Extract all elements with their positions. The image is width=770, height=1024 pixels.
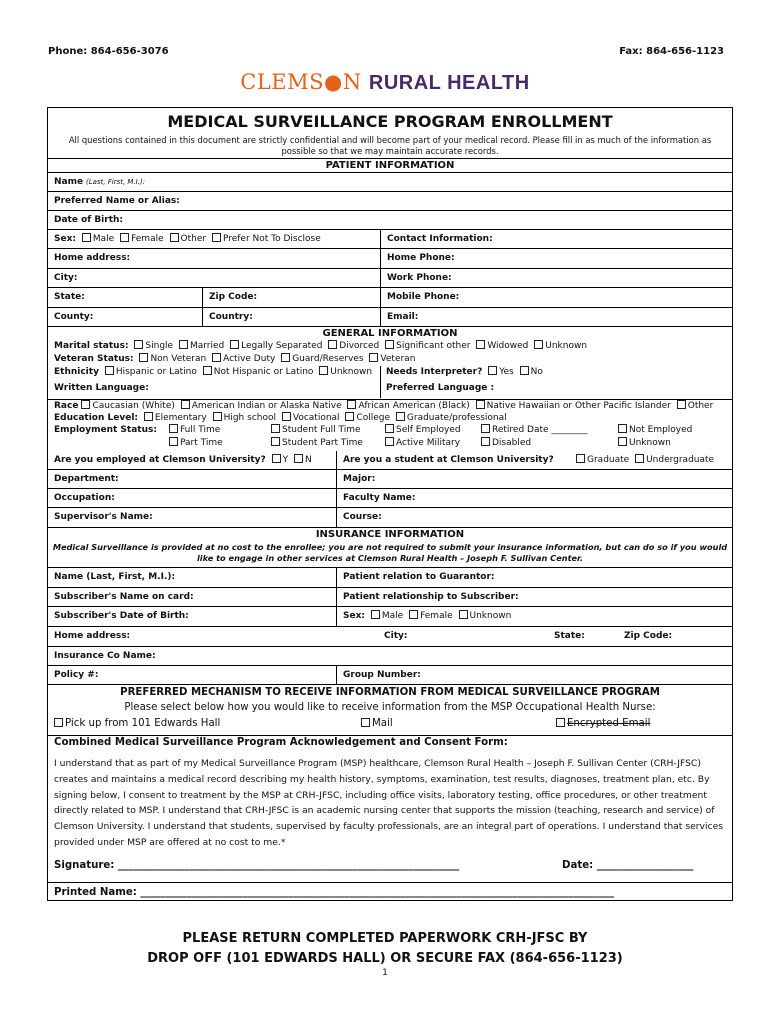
insurance-name-row xyxy=(48,567,732,587)
intro-text: All questions contained in this document are strictly confidential and will become part of your medical record. Please fill in as much of the information as possible so that we may maintain accurate records. xyxy=(68,135,712,156)
emp-student-parttime-checkbox[interactable] xyxy=(271,437,280,446)
email-checkbox[interactable] xyxy=(556,718,565,727)
race-caucasian-checkbox[interactable] xyxy=(81,400,90,409)
emp-parttime-checkbox[interactable] xyxy=(169,437,178,446)
preferred-name-row[interactable]: Preferred Name or Alias: xyxy=(48,191,732,210)
relation-guarantor-field[interactable]: Patient relation to Guarantor: xyxy=(336,568,732,587)
student-undergraduate-checkbox[interactable] xyxy=(635,454,644,463)
interpreter-yes-checkbox[interactable] xyxy=(488,366,497,375)
return-instructions-2: DROP OFF (101 EDWARDS HALL) OR SECURE FAX (864-656-1123) xyxy=(147,951,623,966)
marital-unknown-checkbox[interactable] xyxy=(534,340,543,349)
email-field[interactable]: Email: xyxy=(380,308,732,326)
home-phone-field[interactable]: Home Phone: xyxy=(380,249,732,268)
sex-other-checkbox[interactable] xyxy=(170,233,179,242)
mechanism-section: PREFERRED MECHANISM TO RECEIVE INFORMATION FROM MEDICAL SURVEILLANCE PROGRAM Please select below how you would like to receive information from the MSP Occupational Health Nurse: Pick up from 101 Edwards Hall Mail Encrypted Email xyxy=(48,684,732,736)
state-row xyxy=(48,287,732,307)
dob-row[interactable]: Date of Birth: xyxy=(48,210,732,229)
ins-city-field[interactable]: City: xyxy=(384,631,408,641)
edu-graduate-checkbox[interactable] xyxy=(396,412,405,421)
department-row xyxy=(48,469,732,488)
emp-retired-checkbox[interactable] xyxy=(481,424,490,433)
work-phone-field[interactable]: Work Phone: xyxy=(380,269,732,287)
ins-home-address-field[interactable]: Home address: xyxy=(54,631,131,641)
race-pacific-islander-checkbox[interactable] xyxy=(476,400,485,409)
clemson-emp-yes-checkbox[interactable] xyxy=(272,454,281,463)
sex-prefer-not-checkbox[interactable] xyxy=(212,233,221,242)
emp-student-fulltime-checkbox[interactable] xyxy=(271,424,280,433)
edu-vocational-checkbox[interactable] xyxy=(282,412,291,421)
occupation-row xyxy=(48,488,732,507)
marital-single-checkbox[interactable] xyxy=(134,340,143,349)
patient-info-heading: PATIENT INFORMATION xyxy=(48,158,732,173)
county-field[interactable]: County: xyxy=(54,312,94,322)
race-african-american-checkbox[interactable] xyxy=(347,400,356,409)
ins-co-row[interactable] xyxy=(48,646,732,665)
emp-fulltime-checkbox[interactable] xyxy=(169,424,178,433)
insurance-heading: INSURANCE INFORMATION xyxy=(48,527,732,542)
page-number: 1 xyxy=(382,968,388,978)
ins-zip-field[interactable]: Zip Code: xyxy=(624,631,673,641)
race-line: Race Caucasian (White) American Indian or Alaska Native African American (Black) Native Hawaiian or Other Pacific Islander Other xyxy=(48,399,732,412)
edu-college-checkbox[interactable] xyxy=(345,412,354,421)
ins-sex-female-checkbox[interactable] xyxy=(409,610,418,619)
date-line[interactable]: Date: ___________________ xyxy=(562,860,694,871)
emp-active-military-checkbox[interactable] xyxy=(385,437,394,446)
paw-icon: ● xyxy=(324,70,343,94)
form-title: MEDICAL SURVEILLANCE PROGRAM ENROLLMENT xyxy=(167,112,613,131)
city-field[interactable]: City: xyxy=(54,273,78,283)
edu-elementary-checkbox[interactable] xyxy=(144,412,153,421)
emp-unknown-checkbox[interactable] xyxy=(618,437,627,446)
ins-address-row xyxy=(48,626,732,646)
mobile-phone-field[interactable]: Mobile Phone: xyxy=(380,288,732,307)
veteran-guard-checkbox[interactable] xyxy=(281,353,290,362)
clemson-rural-health-logo: CLEMS●N RURAL HEALTH xyxy=(240,70,530,94)
marital-married-checkbox[interactable] xyxy=(179,340,188,349)
pickup-checkbox[interactable] xyxy=(54,718,63,727)
policy-row xyxy=(48,665,732,684)
veteran-veteran-checkbox[interactable] xyxy=(369,353,378,362)
employment-line-1: Employment Status: Full Time Student Full Time Self Employed Retired Date ________ Not Employed xyxy=(54,425,693,435)
preferred-language-field[interactable]: Preferred Language : xyxy=(386,383,495,393)
zip-field[interactable]: Zip Code: xyxy=(202,288,380,307)
contact-info-label: Contact Information: xyxy=(380,230,732,248)
return-instructions-1: PLEASE RETURN COMPLETED PAPERWORK CRH-JFSC BY xyxy=(182,931,588,946)
mail-checkbox[interactable] xyxy=(361,718,370,727)
supervisor-field[interactable]: Supervisor's Name: xyxy=(54,512,153,522)
language-row xyxy=(48,379,732,398)
marital-widowed-checkbox[interactable] xyxy=(476,340,485,349)
veteran-non-checkbox[interactable] xyxy=(139,353,148,362)
city-row xyxy=(48,268,732,287)
clemson-status-row: Are you employed at Clemson University? Y N Are you a student at Clemson University? Graduate Undergraduate xyxy=(48,451,732,469)
name-row: Name (Last, First, M.I.): xyxy=(48,172,732,191)
interpreter-no-checkbox[interactable] xyxy=(520,366,529,375)
ins-state-field[interactable]: State: xyxy=(554,631,585,641)
relation-subscriber-field[interactable]: Patient relationship to Subscriber: xyxy=(336,588,732,606)
policy-field[interactable]: Policy #: xyxy=(54,670,99,680)
veteran-status-line: Veteran Status: Non Veteran Active Duty Guard/Reserves Veteran xyxy=(54,354,416,364)
veteran-active-checkbox[interactable] xyxy=(212,353,221,362)
subscriber-name-row xyxy=(48,587,732,606)
ins-sex-unknown-checkbox[interactable] xyxy=(459,610,468,619)
marital-separated-checkbox[interactable] xyxy=(230,340,239,349)
printed-name-line[interactable]: Printed Name: _____________________________________________________________________________________________ xyxy=(54,887,615,898)
race-american-indian-checkbox[interactable] xyxy=(181,400,190,409)
enrollment-form: MEDICAL SURVEILLANCE PROGRAM ENROLLMENT All questions contained in this document are strictly confidential and will become part of your medical record. Please fill in as much of the information as possible so that we may maintain accurate records. PATIENT INFORMATION Name (Last, First, M.I.): Preferred Name or Alias: Date of Birth: Sex: Male Female Other Prefer Not To Disclose Contact Information: Home address: Home Phone: City: Work Phone: State: Zip Code: Mobile Phone: County: Country: Email: GENERAL INFORMATION Marital status: Single Married Legally Separated Divorced Significant other Widowed Unknown Veteran Status: Non Veteran Active Duty Guard/Reserves Veteran Ethnicity Hispanic or Latino Not Hispanic or Latino Unknown Needs Interpreter? Yes No Written Language: Preferred Language : Race Caucasian (White) American Indian or Alaska Native African American (Black) Native Hawaiian or Other Pacific Islander Other Education Level: Elementary High school Vocational College Graduate/professional Employment Status: Full Time Student Full Time Self Employed Retired Date ________ Not Employed Part Time Student Part Time Active Military Disabled Unknown Are you employed at Clemson University? Y N Are you a student at Clemson University? Graduate Undergraduate Department: Major: Occupation: Faculty Name: Supervisor's Name: Course: INSURANCE INFORMATION Medical Surveillance is provided at no cost to the enrollee; you are not required to submit your insurance information, but can do so if you would like to engage in other services at Clemson Rural Health – Joseph F. Sullivan Center. Name (Last, First, M.I.): Patient relation to Guarantor: Subscriber's Name on card: Patient relationship to Subscriber: Subscriber's Date of Birth: Sex: Male Female Unknown Home address: City: State: Zip Code: Insurance Co Name: Policy #: Group Number: PREFERRED MECHANISM TO RECEIVE INFORMATION FROM MEDICAL SURVEILLANCE PROGRAM Please select below how you would like to receive information from the MSP Occupational Health Nurse: Pick up from 101 Edwards Hall Mail Encrypted Email Combined Medical Surveillance Program Acknowledgement and Consent Form: I understand that as part of my Medical Surveillance Program (MSP) healthcare, Clemson Rural Health – Joseph F. Sullivan Center (CRH-JFSC) creates and maintains a medical record describing my health history, symptoms, examination, test results, diagnoses, treatment plan, etc. By signing below, I consent to treatment by the MSP at CRH-JFSC, including office visits, laboratory testing, office procedures, or other treatment directly related to MSP. I understand that CRH-JFSC is an academic nursing center that supports the mission (teaching, research and service) of Clemson University. I understand that students, supervised by faculty professionals, are an integral part of operations. I understand that services provided under MSP are offered at no cost to me.* Signature: ___________________________________________________________________ Date: ___________________ Printed Name: _____________________________________________________________________________________________ xyxy=(47,107,733,901)
signature-line[interactable]: Signature: ___________________________________________________________________ xyxy=(54,860,460,871)
sex-row: Sex: Male Female Other Prefer Not To Disclose Contact Information: xyxy=(48,229,732,248)
sex-female-checkbox[interactable] xyxy=(120,233,129,242)
county-row xyxy=(48,307,732,326)
group-number-field[interactable]: Group Number: xyxy=(336,666,732,684)
marital-divorced-checkbox[interactable] xyxy=(328,340,337,349)
home-address-row xyxy=(48,248,732,268)
ethnicity-not-hispanic-checkbox[interactable] xyxy=(203,366,212,375)
faculty-name-field[interactable]: Faculty Name: xyxy=(336,489,732,507)
mechanism-subheading: Please select below how you would like to receive information from the MSP Occupational Health Nurse: xyxy=(124,702,656,713)
supervisor-row xyxy=(48,507,732,527)
marital-significant-other-checkbox[interactable] xyxy=(385,340,394,349)
consent-heading: Combined Medical Surveillance Program Acknowledgement and Consent Form: xyxy=(54,737,508,748)
ethnicity-hispanic-checkbox[interactable] xyxy=(105,366,114,375)
course-field[interactable]: Course: xyxy=(336,508,732,527)
subscriber-name-field[interactable]: Subscriber's Name on card: xyxy=(54,592,194,602)
sex-male-checkbox[interactable] xyxy=(82,233,91,242)
insurance-co-field: Insurance Co Name: xyxy=(54,651,156,661)
ethnicity-line: Ethnicity Hispanic or Latino Not Hispanic or Latino Unknown xyxy=(54,367,373,377)
ins-sex-male-checkbox[interactable] xyxy=(371,610,380,619)
emp-disabled-checkbox[interactable] xyxy=(481,437,490,446)
written-language-field[interactable]: Written Language: xyxy=(54,383,149,393)
marital-status-line: Marital status: Single Married Legally Separated Divorced Significant other Widowed Unknown xyxy=(54,341,588,351)
country-field[interactable]: Country: xyxy=(202,308,380,326)
general-info-heading: GENERAL INFORMATION xyxy=(48,326,732,341)
home-address-field[interactable]: Home address: xyxy=(54,253,131,263)
major-field[interactable]: Major: xyxy=(336,470,732,488)
phone-number: Phone: 864-656-3076 xyxy=(48,46,169,57)
state-field[interactable]: State: xyxy=(54,292,85,302)
interpreter-line: Needs Interpreter? Yes No xyxy=(386,367,543,377)
emp-self-employed-checkbox[interactable] xyxy=(385,424,394,433)
ethnicity-unknown-checkbox[interactable] xyxy=(319,366,328,375)
education-line: Education Level: Elementary High school Vocational College Graduate/professional xyxy=(54,413,507,423)
mechanism-heading: PREFERRED MECHANISM TO RECEIVE INFORMATION FROM MEDICAL SURVEILLANCE PROGRAM xyxy=(120,687,660,698)
consent-text: I understand that as part of my Medical Surveillance Program (MSP) healthcare, Clemson Rural Health – Joseph F. Sullivan Center (CRH-JFSC) creates and maintains a medical record describing my health history, symptoms, examination, test results, diagnoses, treatment plan, etc. By signing below, I consent to treatment by the MSP at CRH-JFSC, including office visits, laboratory testing, office procedures, or other treatment directly related to MSP. I understand that CRH-JFSC is an academic nursing center that supports the mission (teaching, research and service) of Clemson University. I understand that students, supervised by faculty professionals, are an integral part of operations. I understand that services provided under MSP are offered at no cost to me.* xyxy=(54,758,724,848)
subscriber-dob-field[interactable]: Subscriber's Date of Birth: xyxy=(54,611,189,621)
edu-highschool-checkbox[interactable] xyxy=(213,412,222,421)
student-graduate-checkbox[interactable] xyxy=(576,454,585,463)
race-other-checkbox[interactable] xyxy=(677,400,686,409)
department-field[interactable]: Department: xyxy=(54,474,119,484)
insured-name-field[interactable]: Name (Last, First, M.I.): xyxy=(54,572,176,582)
emp-not-employed-checkbox[interactable] xyxy=(618,424,627,433)
occupation-field[interactable]: Occupation: xyxy=(54,493,115,503)
insurance-note: Medical Surveillance is provided at no cost to the enrollee; you are not required to submit your insurance information, but can do so if you would like to engage in other services at Clemson Rural Health – Joseph F. Sullivan Center. xyxy=(52,542,728,563)
clemson-emp-no-checkbox[interactable] xyxy=(294,454,303,463)
subscriber-dob-row: Subscriber's Date of Birth: Sex: Male Female Unknown xyxy=(48,606,732,626)
fax-number: Fax: 864-656-1123 xyxy=(619,46,724,57)
